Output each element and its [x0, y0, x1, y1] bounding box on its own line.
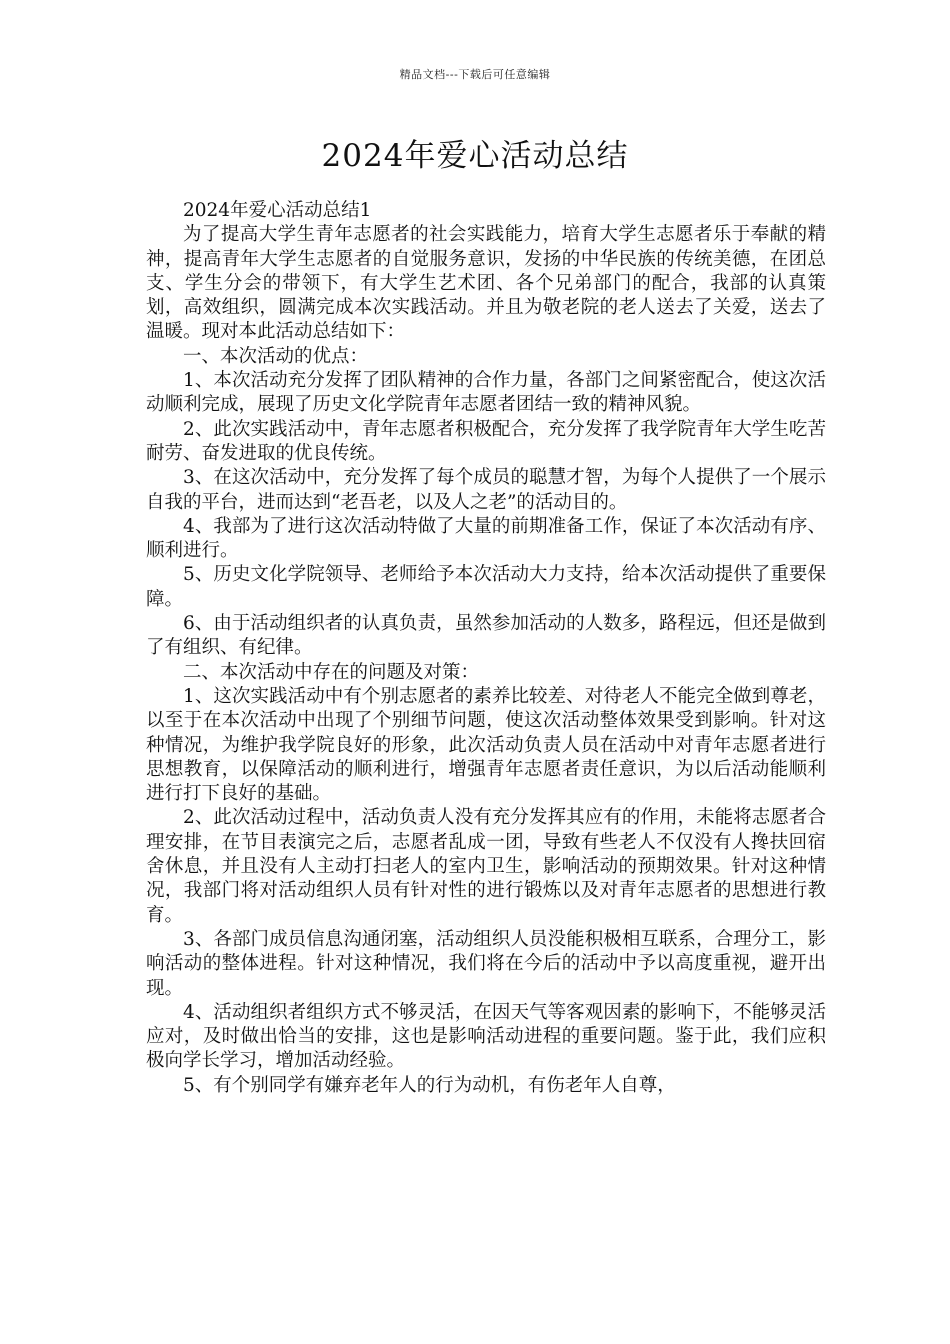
paragraph: 3、各部门成员信息沟通闭塞，活动组织人员没能积极相互联系，合理分工，影响活动的整体进程。针对这种情况，我们将在今后的活动中予以高度重视，避开出现。 [146, 928, 826, 999]
subheading: 一、本次活动的优点： [183, 345, 369, 367]
document-title: 2024年爱心活动总结 [321, 138, 629, 174]
document-body [146, 199, 826, 1098]
paragraph: 4、活动组织者组织方式不够灵活，在因天气等客观因素的影响下，不能够灵活应对，及时做出恰当的安排，这也是影响活动进程的重要问题。鉴于此，我们应积极向学长学习，增加活动经验。 [146, 1001, 826, 1072]
paragraph: 3、在这次活动中，充分发挥了每个成员的聪慧才智，为每个人提供了一个展示自我的平台，进而达到“老吾老，以及人之老”的活动目的。 [146, 467, 826, 513]
page-header: 精品文档---下载后可任意编辑 [399, 68, 551, 81]
paragraph: 2、此次实践活动中，青年志愿者积极配合，充分发挥了我学院青年大学生吃苦耐劳、奋发进取的优良传统。 [146, 418, 826, 464]
paragraph: 5、历史文化学院领导、老师给予本次活动大力支持，给本次活动提供了重要保障。 [146, 564, 826, 610]
paragraph: 5、有个别同学有嫌弃老年人的行为动机，有伤老年人自尊， [183, 1074, 676, 1096]
subheading: 二、本次活动中存在的问题及对策： [183, 661, 480, 683]
section-heading: 2024年爱心活动总结1 [183, 200, 372, 221]
paragraph: 为了提高大学生青年志愿者的社会实践能力，培育大学生志愿者乐于奉献的精神，提高青年大学生志愿者的自觉服务意识，发扬的中华民族的传统美德，在团总支、学生分会的带领下，有大学生艺术团、各个兄弟部门的配合，我部的认真策划，高效组织，圆满完成本次实践活动。并且为敬老院的老人送去了关爱，送去了温暖。现对本此活动总结如下： [146, 224, 826, 343]
paragraph: 4、我部为了进行这次活动特做了大量的前期准备工作，保证了本次活动有序、顺利进行。 [146, 515, 826, 562]
paragraph: 6、由于活动组织者的认真负责，虽然参加活动的人数多，路程远，但还是做到了有组织、有纪律。 [146, 613, 826, 659]
paragraph: 2、此次活动过程中，活动负责人没有充分发挥其应有的作用，未能将志愿者合理安排，在节目表演完之后，志愿者乱成一团，导致有些老人不仅没有人搀扶回宿舍休息，并且没有人主动打扫老人的室内卫生，影响活动的预期效果。针对这种情况，我部门将对活动组织人员有针对性的进行锻炼以及对青年志愿者的思想进行教育。 [146, 807, 826, 926]
paragraph: 1、本次活动充分发挥了团队精神的合作力量，各部门之间紧密配合，使这次活动顺利完成，展现了历史文化学院青年志愿者团结一致的精神风貌。 [146, 370, 826, 416]
paragraph: 1、这次实践活动中有个别志愿者的素养比较差、对待老人不能完全做到尊老，以至于在本次活动中出现了个别细节问题，使这次活动整体效果受到影响。针对这种情况，为维护我学院良好的形象，此次活动负责人员在活动中对青年志愿者进行思想教育，以保障活动的顺利进行，增强青年志愿者责任意识，为以后活动能顺利进行打下良好的基础。 [146, 685, 826, 805]
